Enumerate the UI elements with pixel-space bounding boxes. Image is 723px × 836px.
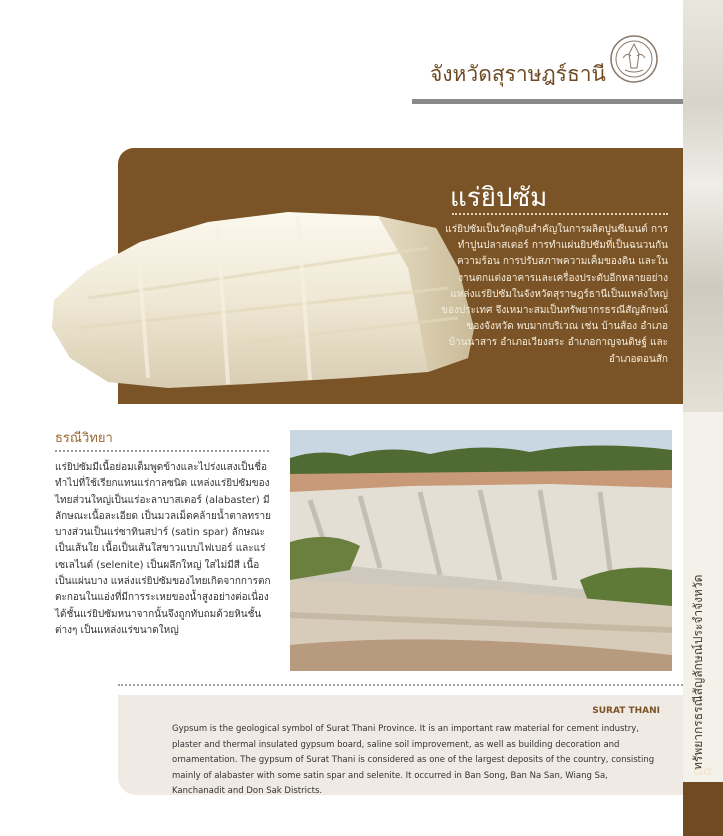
- feature-title: แร่ยิปซัม: [450, 183, 548, 213]
- page-number: ๘๕: [693, 764, 713, 779]
- feature-description: แร่ยิปซัมเป็นวัตถุดิบสำคัญในการผลิตปูนซีเมนต์ การทำปูนปลาสเตอร์ การทำแผ่นยิปซัมที่เป็นฉนวนกันความร้อน การปรับสภาพความเค็มของดิน และในงานตกแต่งอาคารและเครื่องประดับอีกหลายอย่าง แหล่งแร่ยิปซัมในจังหวัดสุราษฎร์ธานีเป็นแหล่งใหญ่ของประเทศ จึงเหมาะสมเป็นทรัพยากรธรณีสัญลักษณ์ของจังหวัด พบมากบริเวณ เช่น บ้านส้อง อำเภอบ้านนาสาร อำเภอเวียงสระ อำเภอกาญจนดิษฐ์ และอำเภอดอนสัก: [441, 224, 668, 365]
- header-rule: [412, 99, 683, 104]
- feature-title-divider: [452, 213, 668, 215]
- gypsum-quarry-image: [290, 430, 672, 671]
- geology-description: แร่ยิปซัมมีเนื้อย่อมเต็มพูดข้างและไปร่งแสงเป็นชื่อทำไปที่ใช้เรียกแทนแร่กาลซนิด แหล่งแร่ยิปซัมของไทยส่วนใหญ่เป็นแร่อะลาบาสเตอร์ (alabaster) มีลักษณะเนื้อละเอียด เป็นมวลเม็ดคล้ายน้ำตาลทรายบางส่วนเป็นแร่ซาทินสปาร์ (satin spar) ลักษณะเป็นเส้นใย เนื้อเป็นเส้นใสขาวแบบไฟเบอร์ และแร่เซเลไนต์ (selenite) เป็นผลึกใหญ่ ใสไม่มีสี เนื้อเป็นแผ่นบาง แหล่งแร่ยิปซัมของไทยเกิดจากการตกตะกอนในแอ่งที่มีการระเหยของน้ำสูงอย่างต่อเนื่อง ได้ชั้นแร่ยิปซัมหนาจากนั้นจึงถูกทับถมด้วยหินชั้นต่างๆ เป็นแหล่งแร่ขนาดใหญ่: [55, 462, 271, 636]
- english-heading: SURAT THANI: [592, 706, 660, 716]
- geology-section-title: ธรณีวิทยา: [55, 431, 113, 446]
- sidebar-vertical-title: ทรัพยากรธรณีสัญลักษณ์ประจำจังหวัด: [691, 574, 705, 770]
- geology-section-divider: [55, 450, 269, 452]
- strip-mineral-photo: [683, 0, 723, 412]
- provincial-seal-icon: [609, 34, 659, 84]
- english-description: Gypsum is the geological symbol of Surat Thani Province. It is an important raw material for cement industry, plaster and thermal insulated gypsum board, saline soil improvement, as well as building decoration and ornamentation. The gypsum of Surat Thani is considered as one of the largest deposits of the country, consisting mainly of alabaster with some satin spar and selenite. It occurred in Ban Song, Ban Na San, Wiang Sa, Kanchanadit and Don Sak Districts.: [172, 724, 655, 797]
- english-section-divider: [118, 684, 683, 686]
- province-title: จังหวัดสุราษฎร์ธานี: [430, 62, 606, 86]
- gypsum-specimen-image: [48, 208, 480, 394]
